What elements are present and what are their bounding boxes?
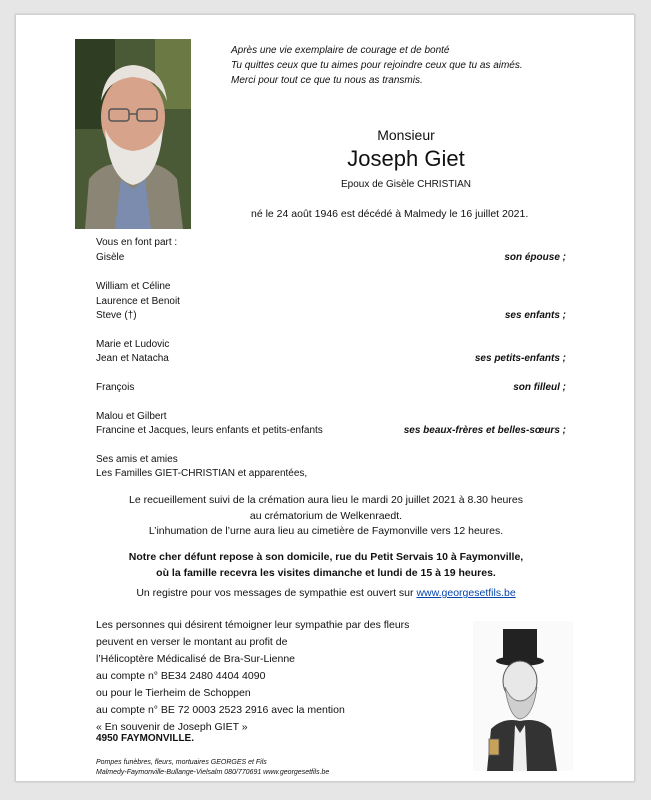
family-row: Steve (†) ses enfants ;: [96, 310, 566, 321]
family-row: Les Familles GIET-CHRISTIAN et apparentées,: [96, 468, 308, 479]
family-row: Jean et Natacha ses petits-enfants ;: [96, 353, 566, 364]
donation-line: au compte n° BE34 2480 4404 4090: [96, 670, 266, 682]
family-row: Malou et Gilbert: [96, 411, 167, 422]
family-row: Gisèle son épouse ;: [96, 252, 566, 263]
quote-line: Tu quittes ceux que tu aimes pour rejoindre ceux que tu as aimés.: [231, 60, 523, 71]
ceremony-line: L’inhumation de l’urne aura lieu au cimetière de Faymonville vers 12 heures.: [148, 525, 504, 537]
visit-info: [46, 550, 606, 581]
birth-death-line: né le 24 août 1946 est décédé à Malmedy le 16 juillet 2021.: [251, 208, 529, 220]
family-row: William et Céline: [96, 281, 171, 292]
donation-line: Les personnes qui désirent témoigner leur sympathie par des fleurs: [96, 619, 410, 631]
family-row: Laurence et Benoit: [96, 296, 180, 307]
donation-line: l’Hélicoptère Médicalisé de Bra-Sur-Lienne: [96, 653, 296, 665]
footer-line: Malmedy-Faymonville-Bullange-Vielsalm 080/770691 www.georgesetfils.be: [96, 769, 330, 776]
caricature-sketch: [473, 621, 573, 771]
ceremony-line: Le recueillement suivi de la crémation aura lieu le mardi 20 juillet 2021 à 8.30 heures: [129, 494, 523, 506]
obituary-page: [15, 14, 635, 782]
ceremony-line: au crématorium de Welkenraedt.: [249, 509, 403, 522]
family-row: Ses amis et amies: [96, 454, 178, 465]
donation-info: [96, 617, 409, 736]
city-line: 4950 FAYMONVILLE.: [96, 733, 194, 744]
funeral-home-footer: [96, 758, 329, 778]
donation-line: ou pour le Tierheim de Schoppen: [96, 687, 251, 699]
family-row: Francine et Jacques, leurs enfants et petits-enfants ses beaux-frères et belles-sœurs ;: [96, 425, 566, 436]
salutation: Monsieur: [377, 127, 435, 143]
quote-line: Après une vie exemplaire de courage et de bonté: [231, 45, 450, 56]
footer-line: Pompes funèbres, fleurs, mortuaires GEORGES et Fils: [96, 759, 267, 766]
register-info: [46, 586, 606, 602]
register-link[interactable]: www.georgesetfils.be: [416, 587, 516, 599]
ceremony-info: [46, 493, 606, 540]
visit-line: Notre cher défunt repose à son domicile, rue du Petit Servais 10 à Faymonville,: [128, 551, 524, 563]
register-text: Un registre pour vos messages de sympathie est ouvert sur: [136, 587, 417, 599]
family-row: François son filleul ;: [96, 382, 566, 393]
family-row: Marie et Ludovic: [96, 339, 170, 350]
deceased-name: Joseph Giet: [347, 146, 465, 171]
donation-line: au compte n° BE 72 0003 2523 2916 avec la mention: [96, 704, 345, 716]
quote-line: Merci pour tout ce que tu nous as transmis.: [231, 75, 423, 86]
visit-line: où la famille recevra les visites dimanche et lundi de 15 à 19 heures.: [156, 566, 496, 579]
donation-line: « En souvenir de Joseph GIET »: [96, 721, 248, 733]
memorial-quote: [231, 43, 611, 88]
donation-line: peuvent en verser le montant au profit de: [96, 636, 288, 648]
spouse-line: Epoux de Gisèle CHRISTIAN: [340, 179, 472, 190]
family-intro: Vous en font part :: [96, 237, 178, 248]
